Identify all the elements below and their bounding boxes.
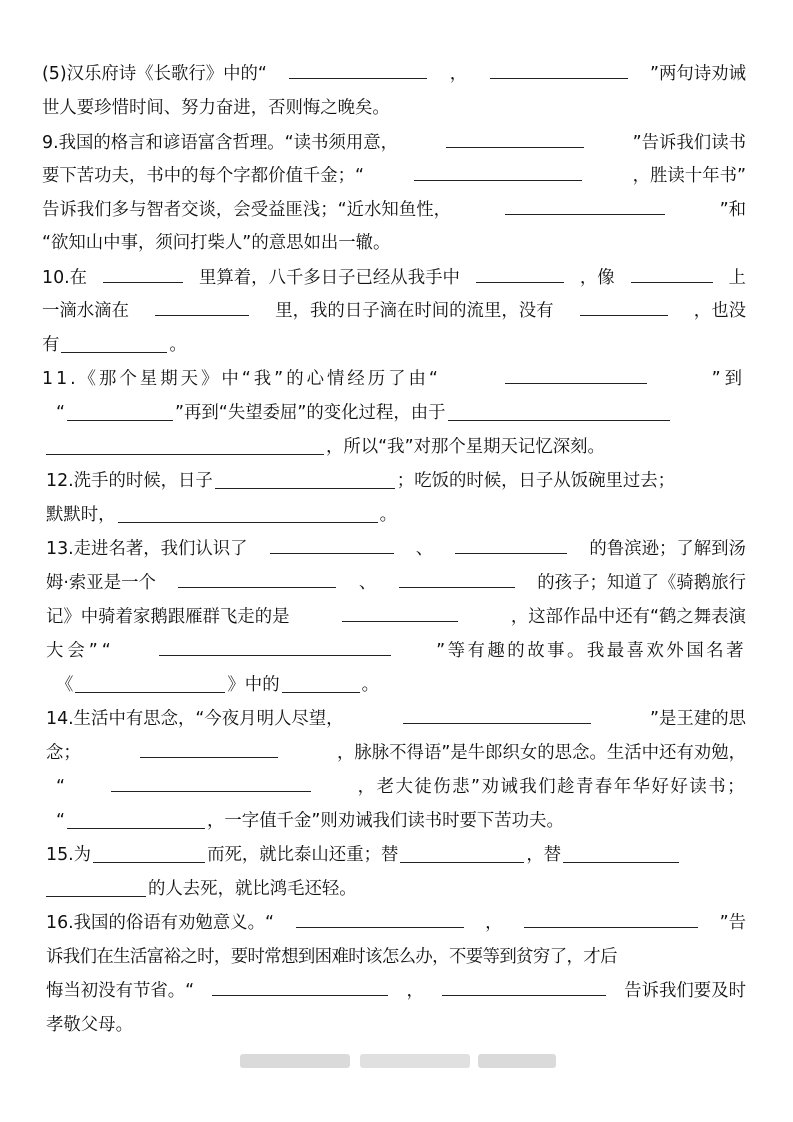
q13-line-2 xyxy=(46,566,746,600)
q5-text-a: (5)汉乐府诗《长歌行》中的“ xyxy=(42,64,267,84)
q16-blank-4[interactable] xyxy=(442,994,606,996)
q11-line-1 xyxy=(42,362,746,396)
q13-line-5 xyxy=(56,668,746,702)
q11-line-3 xyxy=(46,430,746,464)
q13-text-a: 13.走进名著，我们认识了 xyxy=(46,539,248,559)
blurred-footer-segment-3 xyxy=(478,1054,556,1068)
q10-line-3 xyxy=(42,328,746,362)
q12-blank-1[interactable] xyxy=(215,487,395,489)
q10-text-h: 有 xyxy=(42,335,60,355)
q13-text-d: 姆·索亚是一个 xyxy=(46,573,156,593)
q13-line-1 xyxy=(46,532,746,566)
q11-text-c: “ xyxy=(56,403,66,423)
q12-blank-2[interactable] xyxy=(118,521,378,523)
q16-line-2 xyxy=(46,940,746,974)
q13-text-m: 。 xyxy=(361,675,379,695)
q16-text-g: 告诉我们要及时 xyxy=(624,981,746,1001)
q10-blank-5[interactable] xyxy=(580,314,668,316)
q14-text-c: 念； xyxy=(46,743,81,763)
q16-text-e: 悔当初没有节省。“ xyxy=(46,981,195,1001)
q15-line-1 xyxy=(46,838,746,872)
q10-line-1 xyxy=(42,261,746,295)
q13-text-h: ，这部作品中还有“鹤之舞表演 xyxy=(510,607,746,627)
q11-blank-3[interactable] xyxy=(448,419,670,421)
q14-text-b: ”是王建的思 xyxy=(650,709,746,729)
q16-text-h: 孝敬父母。 xyxy=(46,1015,133,1035)
q13-blank-5[interactable] xyxy=(342,620,458,622)
q16-blank-3[interactable] xyxy=(212,994,388,996)
q10-text-g: ，也没 xyxy=(693,301,746,321)
q10-blank-4[interactable] xyxy=(155,314,249,316)
q12-text-d: 。 xyxy=(379,505,397,525)
q15-blank-2[interactable] xyxy=(400,861,524,863)
q12-text-c: 默默时， xyxy=(46,505,116,525)
q13-text-c: 的鲁滨逊；了解到汤 xyxy=(589,539,746,559)
q5-text-b: ， xyxy=(449,64,468,84)
q5-blank-2[interactable] xyxy=(490,77,628,79)
q14-text-e: “ xyxy=(56,777,66,797)
q10-blank-3[interactable] xyxy=(631,281,713,283)
q10-blank-1[interactable] xyxy=(103,281,183,283)
q11-text-d: ”再到“失望委屈”的变化过程，由于 xyxy=(175,403,446,423)
q10-line-2 xyxy=(42,294,746,328)
q9-line-2 xyxy=(42,159,746,193)
q13-text-f: 的孩子；知道了《骑鹅旅行 xyxy=(537,573,746,593)
q13-blank-7[interactable] xyxy=(75,691,225,693)
q14-text-f: ，老大徒伤悲”劝诫我们趁青春年华好好读书； xyxy=(357,777,746,797)
q13-text-g: 记》中骑着家鹅跟雁群飞走的是 xyxy=(46,607,290,627)
q5-blank-1[interactable] xyxy=(289,77,427,79)
q13-blank-2[interactable] xyxy=(455,552,567,554)
q14-text-d: ，脉脉不得语”是牛郎织女的思念。生活中还有劝勉， xyxy=(336,743,746,763)
q16-line-3 xyxy=(46,974,746,1008)
q11-text-e: ，所以“我”对那个星期天记忆深刻。 xyxy=(326,437,605,457)
q13-text-k: 《 xyxy=(56,675,74,695)
q10-blank-6[interactable] xyxy=(61,351,167,353)
q5-line-2 xyxy=(42,91,746,125)
q9-line-4 xyxy=(42,226,746,260)
blurred-footer-segment-1 xyxy=(240,1054,350,1068)
q14-text-h: ，一字值千金”则劝诫我们读书时要下苦功夫。 xyxy=(207,811,564,831)
q15-blank-1[interactable] xyxy=(93,861,205,863)
q15-blank-3[interactable] xyxy=(563,861,679,863)
q14-blank-1[interactable] xyxy=(403,722,591,724)
q14-line-3 xyxy=(56,770,746,804)
q16-line-4 xyxy=(46,1008,746,1042)
q16-text-a: 16.我国的俗语有劝勉意义。“ xyxy=(46,913,274,933)
q14-line-2 xyxy=(46,736,746,770)
q12-text-b: ；吃饭的时候，日子从饭碗里过去； xyxy=(396,471,676,491)
q12-line-1 xyxy=(46,464,746,498)
q13-blank-6[interactable] xyxy=(159,654,391,656)
q13-blank-4[interactable] xyxy=(399,586,515,588)
q9-text-a: 9.我国的格言和谚语富含哲理。“读书须用意， xyxy=(42,133,399,153)
q10-text-i: 。 xyxy=(169,335,187,355)
q14-text-g: “ xyxy=(56,811,66,831)
q15-blank-4[interactable] xyxy=(46,895,146,897)
q16-blank-1[interactable] xyxy=(296,926,464,928)
q12-text-a: 12.洗手的时候，日子 xyxy=(46,471,213,491)
q9-line-3 xyxy=(42,193,746,227)
q16-text-f: ， xyxy=(406,981,424,1001)
q9-text-c: 要下苦功夫，书中的每个字都价值千金；“ xyxy=(42,166,365,186)
q14-blank-4[interactable] xyxy=(67,827,205,829)
q11-blank-1[interactable] xyxy=(505,382,647,384)
q10-blank-2[interactable] xyxy=(476,281,564,283)
q11-blank-4[interactable] xyxy=(46,453,324,455)
q11-line-2 xyxy=(56,396,746,430)
q13-text-i: 大会”“ xyxy=(46,641,115,661)
q11-text-b: ”到 xyxy=(711,369,746,389)
q15-text-d: 的人去死，就比鸿毛还轻。 xyxy=(148,879,357,899)
q13-line-3 xyxy=(46,600,746,634)
q13-text-j: ”等有趣的故事。我最喜欢外国名著 xyxy=(436,641,746,661)
q14-blank-3[interactable] xyxy=(111,790,311,792)
q13-blank-1[interactable] xyxy=(270,552,394,554)
q10-text-f: 里，我的日子滴在时间的流里，没有 xyxy=(275,301,554,321)
q9-blank-1[interactable] xyxy=(446,146,584,148)
q16-line-1 xyxy=(46,906,746,940)
q9-text-g: “欲知山中事，须问打柴人”的意思如出一辙。 xyxy=(42,233,391,253)
q9-text-b: ”告诉我们读书 xyxy=(632,133,746,153)
q16-text-c: ”告 xyxy=(719,913,746,933)
q13-text-e: 、 xyxy=(358,573,377,593)
q10-text-d: 上 xyxy=(728,268,746,288)
q14-line-1 xyxy=(46,702,746,736)
blurred-footer-segment-2 xyxy=(360,1054,470,1068)
q9-text-f: ”和 xyxy=(719,200,746,220)
q9-text-e: 告诉我们多与智者交谈，会受益匪浅；“近水知鱼性， xyxy=(42,200,451,220)
q11-text-a: 11.《那个星期天》中“我”的心情经历了由“ xyxy=(42,369,441,389)
q9-blank-3[interactable] xyxy=(505,213,665,215)
q9-line-1 xyxy=(42,126,746,160)
q10-text-b: 里算着，八千多日子已经从我手中 xyxy=(199,268,460,288)
q16-text-b: ， xyxy=(485,913,503,933)
q14-blank-2[interactable] xyxy=(140,756,278,758)
q15-text-b: 而死，就比泰山还重；替 xyxy=(207,845,399,865)
q10-text-e: 一滴水滴在 xyxy=(42,301,129,321)
q13-text-b: 、 xyxy=(415,539,434,559)
q10-text-c: ，像 xyxy=(579,268,615,288)
q5-text-d: 世人要珍惜时间、努力奋进，否则悔之晚矣。 xyxy=(42,98,390,118)
q10-text-a: 10.在 xyxy=(42,268,88,288)
q15-line-2 xyxy=(46,872,746,906)
q9-blank-2[interactable] xyxy=(414,179,582,181)
q16-text-d: 诉我们在生活富裕之时，要时常想到困难时该怎么办，不要等到贫穷了，才后 xyxy=(46,947,617,967)
q13-text-l: 》中的 xyxy=(227,675,280,695)
q15-text-a: 15.为 xyxy=(46,845,92,865)
q13-line-4 xyxy=(46,634,746,668)
q14-text-a: 14.生活中有思念，“今夜月明人尽望， xyxy=(46,709,344,729)
q5-text-c: ”两句诗劝诫 xyxy=(649,64,746,84)
q11-blank-2[interactable] xyxy=(67,419,173,421)
q12-line-2 xyxy=(46,498,746,532)
q14-line-4 xyxy=(56,804,746,838)
q13-blank-3[interactable] xyxy=(178,586,336,588)
q15-text-c: ，替 xyxy=(526,845,562,865)
q13-blank-8[interactable] xyxy=(282,691,360,693)
q9-text-d: ，胜读十年书” xyxy=(632,166,746,186)
q16-blank-2[interactable] xyxy=(524,926,698,928)
q5-line-1 xyxy=(42,57,746,91)
